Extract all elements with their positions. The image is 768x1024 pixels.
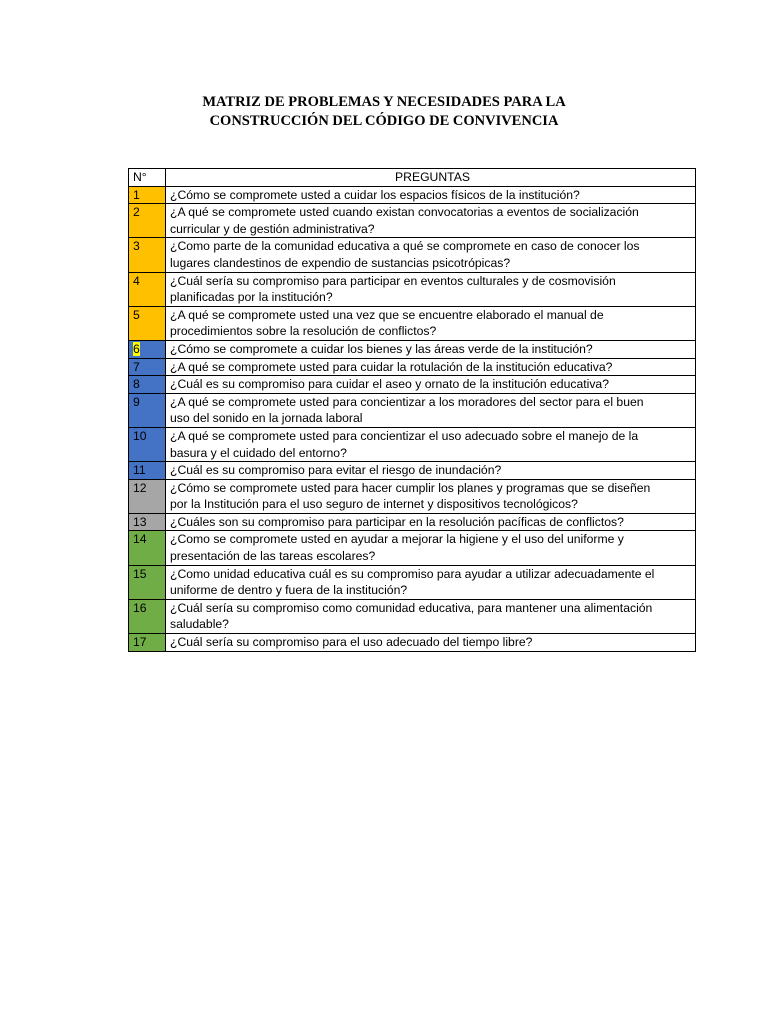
question-line: ¿Cómo se compromete usted para hacer cumplir los planes y programas que se diseñen — [170, 480, 651, 495]
row-number: 5 — [133, 307, 140, 322]
table-row — [129, 479, 696, 513]
row-number-cell — [129, 340, 166, 358]
question-line: ¿A qué se compromete usted para concientizar a los moradores del sector para el buen — [170, 394, 644, 409]
question-cell — [166, 358, 696, 376]
question-cell — [166, 238, 696, 272]
table-row — [129, 531, 696, 565]
question-cell — [166, 340, 696, 358]
table-row — [129, 462, 696, 480]
question-line: ¿A qué se compromete usted para cuidar la rotulación de la institución educativa? — [170, 359, 613, 374]
row-number: 15 — [133, 566, 147, 581]
row-number: 13 — [133, 514, 147, 529]
row-number-cell — [129, 634, 166, 652]
table-body — [129, 186, 696, 651]
row-number: 9 — [133, 394, 140, 409]
question-line: ¿Cómo se compromete usted a cuidar los espacios físicos de la institución? — [170, 187, 580, 202]
row-number-cell — [129, 599, 166, 633]
header-questions: PREGUNTAS — [166, 169, 696, 187]
row-number-cell — [129, 272, 166, 306]
table-row — [129, 427, 696, 461]
table-row — [129, 376, 696, 394]
row-number-cell — [129, 565, 166, 599]
row-number: 7 — [133, 359, 140, 374]
table-row — [129, 393, 696, 427]
row-number: 1 — [133, 187, 140, 202]
row-number: 12 — [133, 480, 147, 495]
question-cell — [166, 186, 696, 204]
question-line: ¿Cómo se compromete a cuidar los bienes y las áreas verde de la institución? — [170, 341, 593, 356]
row-number-cell — [129, 462, 166, 480]
question-cell — [166, 272, 696, 306]
row-number: 4 — [133, 273, 140, 288]
question-line: basura y el cuidado del entorno? — [170, 445, 347, 460]
question-line: ¿Como parte de la comunidad educativa a qué se compromete en caso de conocer los — [170, 239, 640, 254]
table-row — [129, 513, 696, 531]
row-number: 6 — [133, 341, 140, 356]
row-number: 14 — [133, 532, 147, 547]
question-line: presentación de las tareas escolares? — [170, 549, 376, 564]
question-line: saludable? — [170, 617, 229, 632]
row-number: 10 — [133, 428, 147, 443]
question-line: por la Institución para el uso seguro de internet y dispositivos tecnológicos? — [170, 497, 578, 512]
question-cell — [166, 393, 696, 427]
table-row — [129, 340, 696, 358]
question-cell — [166, 462, 696, 480]
question-cell — [166, 531, 696, 565]
table-row — [129, 634, 696, 652]
row-number-cell — [129, 531, 166, 565]
table-row — [129, 238, 696, 272]
row-number-cell — [129, 427, 166, 461]
question-line: ¿Como se compromete usted en ayudar a mejorar la higiene y el uso del uniforme y — [170, 532, 624, 547]
question-line: procedimientos sobre la resolución de conflictos? — [170, 324, 437, 339]
row-number-cell — [129, 204, 166, 238]
row-number-cell — [129, 358, 166, 376]
question-line: ¿Cuál es su compromiso para evitar el riesgo de inundación? — [170, 463, 502, 478]
table-row — [129, 306, 696, 340]
row-number: 17 — [133, 635, 147, 650]
table-row — [129, 565, 696, 599]
row-number: 11 — [133, 463, 146, 478]
question-line: uniforme de dentro y fuera de la institución? — [170, 583, 408, 598]
question-cell — [166, 306, 696, 340]
title-line-2: CONSTRUCCIÓN DEL CÓDIGO DE CONVIVENCIA — [209, 113, 559, 129]
row-number: 16 — [133, 600, 147, 615]
row-number-cell — [129, 513, 166, 531]
question-cell — [166, 376, 696, 394]
question-cell — [166, 634, 696, 652]
table-row — [129, 186, 696, 204]
header-number: N° — [129, 169, 166, 187]
question-line: ¿Cuál sería su compromiso para el uso adecuado del tiempo libre? — [170, 635, 533, 650]
question-cell — [166, 427, 696, 461]
question-line: ¿A qué se compromete usted para concientizar el uso adecuado sobre el manejo de la — [170, 428, 639, 443]
question-line: ¿Cuál sería su compromiso como comunidad educativa, para mantener una alimentación — [170, 600, 653, 615]
question-line: planificadas por la institución? — [170, 290, 333, 305]
question-line: ¿A qué se compromete usted cuando existan convocatorias a eventos de socialización — [170, 205, 639, 220]
question-line: lugares clandestinos de expendio de sustancias psicotrópicas? — [170, 255, 511, 270]
document-title — [0, 93, 768, 131]
question-cell — [166, 565, 696, 599]
row-number: 8 — [133, 377, 140, 392]
table-row — [129, 358, 696, 376]
question-line: ¿A qué se compromete usted una vez que se encuentre elaborado el manual de — [170, 307, 604, 322]
table-row — [129, 599, 696, 633]
row-number: 2 — [133, 205, 140, 220]
row-number-cell — [129, 306, 166, 340]
row-number-cell — [129, 479, 166, 513]
table-row — [129, 204, 696, 238]
problems-matrix-table — [128, 168, 696, 652]
question-line: uso del sonido en la jornada laboral — [170, 411, 363, 426]
row-number-cell — [129, 186, 166, 204]
row-number: 3 — [133, 239, 140, 254]
question-line: ¿Cuál es su compromiso para cuidar el aseo y ornato de la institución educativa? — [170, 377, 609, 392]
table-header-row — [129, 169, 696, 187]
question-cell — [166, 479, 696, 513]
question-line: ¿Como unidad educativa cuál es su compromiso para ayudar a utilizar adecuadamente el — [170, 566, 655, 581]
question-line: ¿Cuáles son su compromiso para participar en la resolución pacíficas de conflictos? — [170, 514, 624, 529]
row-number-cell — [129, 238, 166, 272]
question-line: ¿Cuál sería su compromiso para participar en eventos culturales y de cosmovisión — [170, 273, 616, 288]
question-cell — [166, 599, 696, 633]
row-number-cell — [129, 393, 166, 427]
question-cell — [166, 204, 696, 238]
title-line-1: MATRIZ DE PROBLEMAS Y NECESIDADES PARA LA — [202, 94, 566, 110]
question-cell — [166, 513, 696, 531]
row-number-cell — [129, 376, 166, 394]
table-row — [129, 272, 696, 306]
question-line: curricular y de gestión administrativa? — [170, 221, 375, 236]
